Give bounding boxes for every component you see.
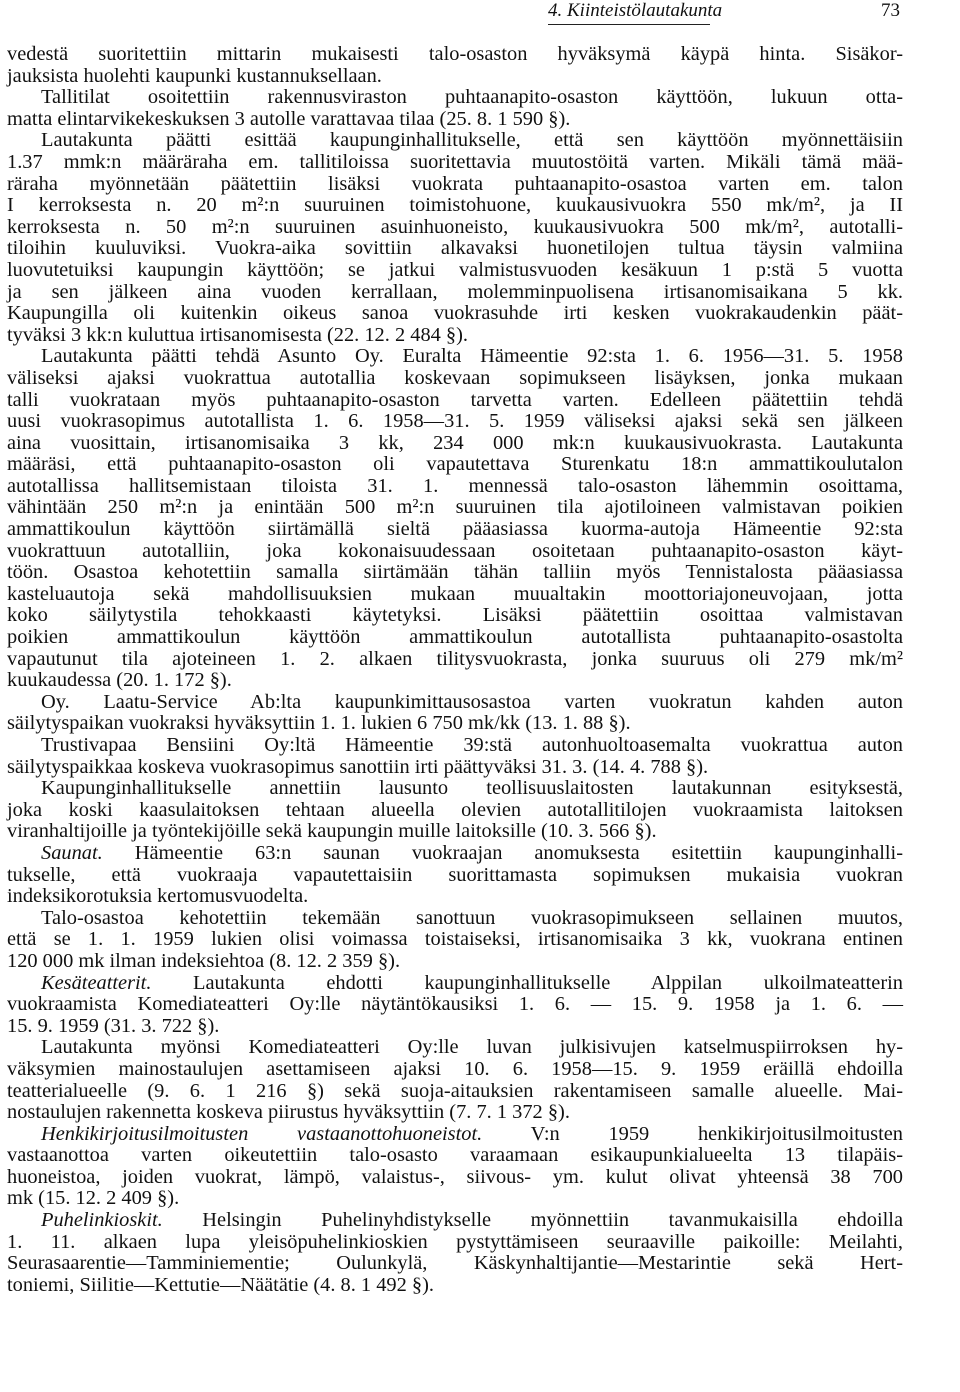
- text-line: [7, 87, 903, 109]
- text-line: [7, 778, 903, 800]
- line-text: aina vuosittain, irtisanomisaika 3 kk, 234 000 mk:n kuukausivuokrasta. Lautakunta: [7, 431, 903, 454]
- line-text: tyväksi 3 kk:n kuluttua irtisanomisesta (22. 12. 2 484 §).: [7, 323, 469, 346]
- line-text: huoneistoa, joiden vuokrat, lämpö, valaistus-, siivous- ym. kulut olivat yhteensä 38 700: [7, 1165, 903, 1188]
- line-text: Lautakunta päätti tehdä Asunto Oy. Euralta Hämeentie 92:sta 1. 6. 1956—31. 5. 1958: [41, 345, 903, 368]
- line-text: että se 1. 1. 1959 lukien olisi voimassa toistaiseksi, irtisanomisaika 3 kk, vuokrana entinen: [7, 928, 903, 951]
- text-line: [7, 562, 903, 584]
- section-heading: Saunat.: [41, 841, 103, 864]
- line-text: autotallissa hallitsemistaan tiloista 31. 1. mennessä talo-osaston lähemmin osoittama,: [7, 474, 903, 497]
- text-line: [7, 1145, 903, 1167]
- text-line: [7, 713, 903, 735]
- text-line: [7, 152, 903, 174]
- text-line: [7, 886, 903, 908]
- line-text: Kaupungilla oli kuitenkin oikeus sanoa vuokrasuhde irti kesken vuokrakaudenkin päät-: [7, 302, 903, 325]
- line-text: Lautakunta ehdotti kaupunginhallitukselle Alppilan ulkoilmateatterin: [151, 971, 903, 994]
- line-text: viranhaltijoille ja työntekijöille sekä kaupungin muille laitoksille (10. 3. 566 §).: [7, 820, 657, 843]
- line-text: luovutetuiksi kaupungin käyttöön; se jatkui valmistusvuoden kesäkuun 1 p:stä 5 vuotta: [7, 258, 903, 281]
- text-line: [7, 1037, 903, 1059]
- line-text: Oy. Laatu-Service Ab:lta kaupunkimittausosastoa varten vuokratun kahden auton: [41, 690, 903, 713]
- text-line: [7, 66, 903, 88]
- text-line: [7, 1102, 903, 1124]
- line-text: Talo-osastoa kehotettiin tekemään sanottuun vuokrasopimukseen sellainen muutos,: [41, 906, 903, 929]
- text-line: [7, 649, 903, 671]
- line-text: tukselle, että vuokraaja vapautettaisiin suorittamasta sopimuksen mukaisia vuokran: [7, 863, 903, 886]
- text-line: [7, 1210, 903, 1232]
- line-text: ja sen jälkeen aina vuoden kerrallaan, molemminpuolisena irtisanomisaikana 5 kk.: [7, 280, 903, 303]
- running-header-title: 4. Kiinteistölautakunta: [548, 0, 723, 21]
- line-text: ammattikoulun käyttöön siirtämällä sieltä pääasiassa kuorma-autoja Hämeentie 92:sta: [7, 518, 903, 541]
- text-line: [7, 174, 903, 196]
- line-text: teatterialueelle (9. 6. 1 216 §) sekä suoja-aitauksien rakentamiseen samalle alueelle. Mai-: [7, 1079, 903, 1102]
- text-line: [7, 195, 903, 217]
- line-text: 15. 9. 1959 (31. 3. 722 §).: [7, 1014, 220, 1037]
- line-text: uusi vuokrasopimus autotallista 1. 6. 1958—31. 5. 1959 väliseksi ajaksi sekä sen jälkeen: [7, 410, 903, 433]
- text-line: [7, 735, 903, 757]
- line-text: Seurasaarentie—Tamminiementie; Oulunkylä, Käskynhaltijantie—Mestarintie sekä Hert-: [7, 1252, 903, 1275]
- text-line: [7, 303, 903, 325]
- text-line: [7, 260, 903, 282]
- text-line: [7, 994, 903, 1016]
- line-text: tiloihin kuuluviksi. Vuokra-aika sovittiin alkavaksi huonetilojen tultua täysin valmiina: [7, 237, 903, 260]
- line-text: Hämeentie 63:n saunan vuokraajan anomuksesta esitettiin kaupunginhalli-: [102, 841, 903, 864]
- line-text: Tallitilat osoitettiin rakennusviraston puhtaanapito-osaston käyttöön, lukuun otta-: [41, 86, 903, 109]
- line-text: indeksikorotuksia kertomusvuodelta.: [7, 885, 309, 908]
- text-line: [7, 390, 903, 412]
- text-line: [7, 1059, 903, 1081]
- line-text: Lautakunta päätti esittää kaupunginhallitukselle, että sen käyttöön myönnettäisiin: [41, 129, 903, 152]
- page-number: 73: [881, 0, 900, 21]
- line-text: 1. 11. alkaen lupa yleisöpuhelinkioskien pystyttämiseen seuraaville paikoille: Meilahti,: [7, 1230, 903, 1253]
- text-line: [7, 497, 903, 519]
- text-line: [7, 476, 903, 498]
- text-line: [7, 411, 903, 433]
- text-line: [7, 1167, 903, 1189]
- line-text: vedestä suoritettiin mittarin mukaisesti talo-osaston hyväksymä käypä hinta. Sisäkor-: [7, 43, 903, 65]
- text-line: [7, 1016, 903, 1038]
- text-line: [7, 44, 903, 66]
- text-line: [7, 217, 903, 239]
- text-line: [7, 282, 903, 304]
- text-line: [7, 605, 903, 627]
- text-line: [7, 692, 903, 714]
- line-text: vähintään 250 m²:n ja enintään 500 m²:n suuruinen tila ajotiloineen valmistavan poikien: [7, 496, 903, 519]
- line-text: kuukaudessa (20. 1. 172 §).: [7, 669, 232, 692]
- line-text: talli vuokrataan myös puhtaanapito-osaston tarvetta varten. Edelleen päätettiin tehdä: [7, 388, 903, 411]
- text-line: [7, 757, 903, 779]
- text-line: [7, 368, 903, 390]
- line-text: poikien ammattikoulun käyttöön ammattikoulun autotallista puhtaanapito-osastolta: [7, 626, 903, 649]
- text-line: [7, 1275, 903, 1297]
- text-line: [7, 843, 903, 865]
- header-rule: [548, 24, 710, 25]
- line-text: Helsingin Puhelinyhdistykselle myönnettiin tavanmukaisilla ehdoilla: [162, 1209, 903, 1232]
- text-line: [7, 325, 903, 347]
- section-heading: Puhelinkioskit.: [41, 1209, 163, 1232]
- line-text: vapautunut tila ajoteineen 1. 2. alkaen tilitysvuokrasta, jonka suuruus oli 279 mk/m²: [7, 647, 903, 670]
- text-line: [7, 454, 903, 476]
- line-text: säilytyspaikan vuokraksi hyväksyttiin 1. 1. lukien 6 750 mk/kk (13. 1. 88 §).: [7, 712, 631, 735]
- text-line: [7, 519, 903, 541]
- text-line: [7, 929, 903, 951]
- running-header: [0, 0, 960, 30]
- text-line: [7, 346, 903, 368]
- text-line: [7, 130, 903, 152]
- text-line: [7, 109, 903, 131]
- line-text: Trustivapaa Bensiini Oy:ltä Hämeentie 39:stä autonhuoltoasemalta vuokrattua auton: [41, 734, 903, 756]
- text-line: [7, 584, 903, 606]
- text-line: [7, 1253, 903, 1275]
- line-text: vuokraamista Komediateatteri Oy:lle näytäntökausiksi 1. 6. — 15. 9. 1958 ja 1. 6. —: [7, 993, 903, 1016]
- line-text: vastaanottoa varten oikeutettiin talo-osasto varaamaan esikaupunkialueelta 13 tilapäis-: [7, 1144, 903, 1167]
- line-text: V:n 1959 henkikirjoitusilmoitusten: [482, 1122, 904, 1145]
- line-text: matta elintarvikekeskuksen 3 autolle varattavaa tilaa (25. 8. 1 590 §).: [7, 107, 571, 130]
- text-line: [7, 238, 903, 260]
- line-text: kasteluautoja sekä mahdollisuuksien mukaan muualtakin moottoriajoneuvojaan, jotta: [7, 582, 903, 605]
- text-line: [7, 800, 903, 822]
- line-text: toniemi, Siilitie—Kettutie—Näätätie (4. 8. 1 492 §).: [7, 1273, 434, 1296]
- line-text: kerroksesta n. 50 m²:n suuruinen asuinhuoneisto, kuukausivuokra 500 mk/m², autotalli-: [7, 215, 903, 238]
- line-text: räraha myönnetään päätettiin lisäksi vuokrata puhtaanapito-osastoa varten em. talon: [7, 172, 903, 195]
- text-line: [7, 951, 903, 973]
- line-text: joka koski kaasulaitoksen tehtaan alueella olevien autotallitilojen vuokraamista laitoksen: [7, 798, 903, 821]
- text-line: [7, 908, 903, 930]
- line-text: väksymien mainostaulujen asettamiseen ajaksi 10. 6. 1958—15. 9. 1959 eräillä ehdoilla: [7, 1057, 903, 1080]
- line-text: 1.37 mmk:n määräraha em. tallitiloissa suoritettavia muutostöitä varten. Mikäli tämä mää-: [7, 150, 903, 173]
- line-text: mk (15. 12. 2 409 §).: [7, 1187, 180, 1210]
- text-line: [7, 433, 903, 455]
- text-line: [7, 865, 903, 887]
- line-text: töön. Osastoa kehotettiin samalla siirtämään tähän talliin myös Tennistalosta pääasiassa: [7, 561, 903, 584]
- text-line: [7, 973, 903, 995]
- body-text: [7, 44, 903, 1296]
- text-line: [7, 1081, 903, 1103]
- line-text: vuokrattuun autotalliin, joka kokonaisuudessaan osoitetaan puhtaanapito-osaston käyt-: [7, 539, 903, 562]
- section-heading: Henkikirjoitusilmoitusten vastaanottohuoneistot.: [41, 1122, 483, 1145]
- line-text: säilytyspaikkaa koskeva vuokrasopimus sanottiin irti päättyväksi 31. 3. (14. 4. 788 §).: [7, 755, 709, 778]
- text-line: [7, 1232, 903, 1254]
- line-text: Kaupunginhallitukselle annettiin lausunto teollisuuslaitosten lautakunnan esityksestä,: [41, 777, 903, 800]
- text-line: [7, 821, 903, 843]
- text-line: [7, 1124, 903, 1146]
- text-line: [7, 541, 903, 563]
- line-text: koko säilytystila tehokkaasti käytetyksi. Lisäksi päätettiin osoittaa valmistavan: [7, 604, 903, 627]
- line-text: Lautakunta myönsi Komediateatteri Oy:lle luvan julkisivujen katselmuspiirroksen hy-: [41, 1036, 903, 1059]
- line-text: nostaulujen rakennetta koskeva piirustus hyväksyttiin (7. 7. 1 372 §).: [7, 1101, 570, 1124]
- line-text: määräsi, että puhtaanapito-osaston oli vapautettava Sturenkatu 18:n ammattikoulutalon: [7, 453, 903, 476]
- line-text: I kerroksesta n. 20 m²:n suuruinen toimistohuone, kuukausivuokra 550 mk/m², ja II: [7, 194, 903, 217]
- text-line: [7, 1188, 903, 1210]
- line-text: väliseksi ajaksi vuokrattua autotallia koskevaan sopimukseen lisäyksen, jonka mukaan: [7, 366, 903, 389]
- line-text: 120 000 mk ilman indeksiehtoa (8. 12. 2 359 §).: [7, 949, 401, 972]
- text-line: [7, 627, 903, 649]
- line-text: jauksista huolehti kaupunki kustannuksellaan.: [7, 64, 382, 87]
- text-line: [7, 670, 903, 692]
- section-heading: Kesäteatterit.: [41, 971, 152, 994]
